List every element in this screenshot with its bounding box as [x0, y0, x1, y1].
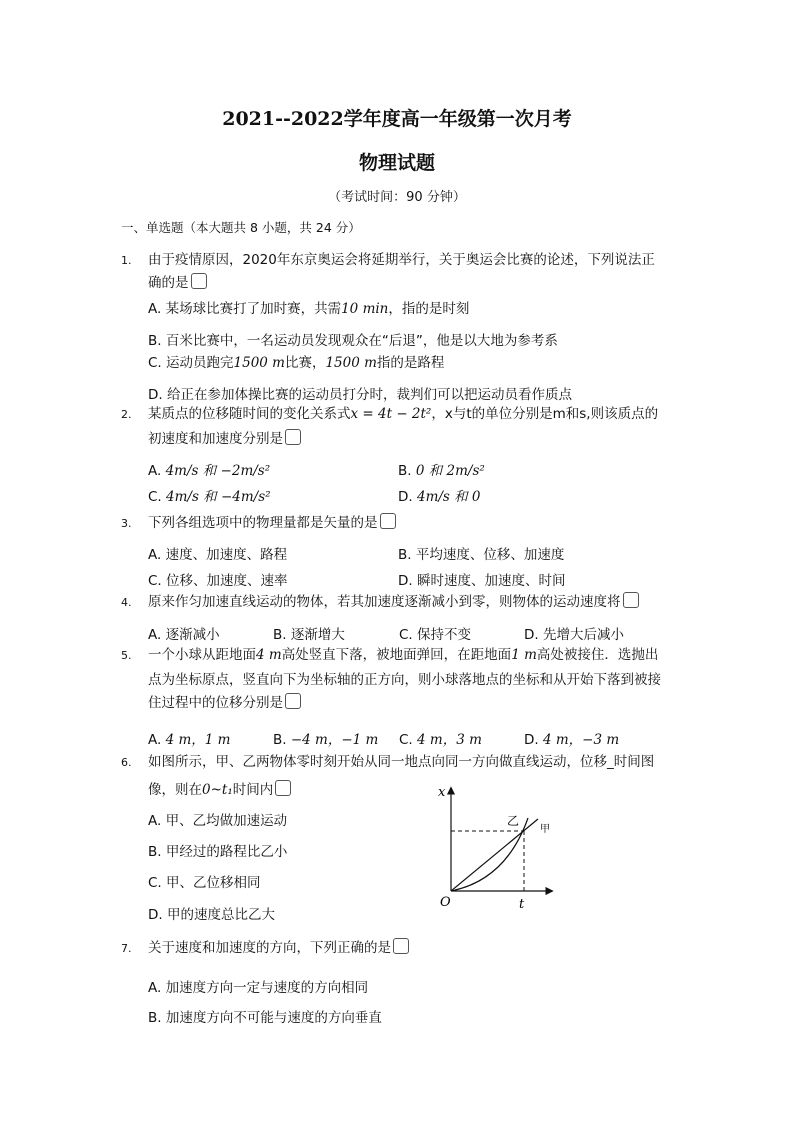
line-jia [451, 819, 538, 891]
option-1b[interactable]: B. 百米比赛中，一名运动员发现观众在“后退”，他是以大地为参考系 [148, 333, 558, 349]
option-1c[interactable]: C. 运动员跑完1500 m比赛，1500 m指的是路程 [148, 355, 445, 371]
option-6c[interactable]: C. 甲、乙位移相同 [148, 875, 261, 891]
section-title: 一、单选题（本大题共 8 小题，共 24 分） [121, 220, 361, 235]
question-number: 5. [121, 649, 132, 662]
question-stem: 由于疫情原因，2020年东京奥运会将延期举行，关于奥运会比赛的论述，下列说法正 [148, 252, 655, 268]
option-7a[interactable]: A. 加速度方向一定与速度的方向相同 [148, 980, 369, 996]
option-2a[interactable]: A. 4m/s 和 −2m/s² [148, 463, 271, 479]
question-number: 2. [121, 408, 132, 421]
option-7b[interactable]: B. 加速度方向不可能与速度的方向垂直 [148, 1010, 382, 1026]
option-3c[interactable]: C. 位移、加速度、速率 [148, 573, 288, 589]
answer-blank[interactable] [275, 780, 291, 796]
option-4d[interactable]: D. 先增大后减小 [524, 627, 624, 643]
question-stem: 点为坐标原点，竖直向下为坐标轴的正方向，则小球落地点的坐标和从开始下落到被接 [148, 672, 661, 688]
label-jia: 甲 [540, 824, 550, 835]
answer-blank[interactable] [285, 429, 301, 445]
question-stem: 像，则在 [148, 782, 202, 798]
xt-graph-figure [428, 780, 568, 915]
option-1d[interactable]: D. 给正在参加体操比赛的运动员打分时，裁判们可以把运动员看作质点 [148, 387, 572, 403]
option-5c[interactable]: C. 4 m，3 m [399, 732, 482, 748]
option-2c[interactable]: C. 4m/s 和 −4m/s² [148, 489, 271, 505]
question-stem: 如图所示，甲、乙两物体零时刻开始从同一地点向同一方向做直线运动，位移_时间图 [148, 754, 655, 770]
formula: x = 4t − 2t² [350, 406, 432, 422]
exam-time-note: （考试时间：90 分钟） [328, 190, 466, 205]
question-stem: ，x与t的单位分别是m和s,则该质点的 [431, 406, 659, 422]
curve-yi [451, 818, 528, 891]
question-stem: 确的是 [148, 275, 189, 291]
question-number: 6. [121, 756, 132, 769]
question-number: 1. [121, 254, 132, 267]
option-4b[interactable]: B. 逐渐增大 [273, 627, 345, 643]
answer-blank[interactable] [191, 273, 207, 289]
option-2b[interactable]: B. 0 和 2m/s² [398, 463, 485, 479]
question-stem: 原来作匀加速直线运动的物体，若其加速度逐渐减小到零，则物体的运动速度将 [148, 594, 621, 610]
question-stem: 某质点的位移随时间的变化关系式 [148, 406, 351, 422]
question-stem: 一个小球从距地面 [148, 647, 256, 663]
axis-label-t: t [519, 897, 525, 912]
option-4a[interactable]: A. 逐渐减小 [148, 627, 220, 643]
option-3b[interactable]: B. 平均速度、位移、加速度 [398, 547, 565, 563]
answer-blank[interactable] [380, 513, 396, 529]
question-stem: 高处竖直下落，被地面弹回，在距地面 [281, 647, 512, 663]
answer-blank[interactable] [623, 592, 639, 608]
origin-label: O [440, 895, 451, 910]
label-yi: 乙 [507, 814, 520, 828]
answer-blank[interactable] [393, 938, 409, 954]
option-6b[interactable]: B. 甲经过的路程比乙小 [148, 844, 288, 860]
question-stem: 关于速度和加速度的方向，下列正确的是 [148, 940, 391, 956]
option-3d[interactable]: D. 瞬时速度、加速度、时间 [398, 573, 566, 589]
option-1a[interactable]: A. 某场球比赛打了加时赛，共需10 min，指的是时刻 [148, 301, 470, 317]
option-5b[interactable]: B. −4 m，−1 m [273, 732, 379, 748]
question-stem: 住过程中的位移分别是 [148, 695, 283, 711]
question-stem: 高处被接住．选抛出 [536, 647, 659, 663]
question-stem: 下列各组选项中的物理量都是矢量的是 [148, 515, 378, 531]
exam-title: 2021--2022学年度高一年级第一次月考 [222, 108, 572, 130]
option-5d[interactable]: D. 4 m，−3 m [524, 732, 620, 748]
option-5a[interactable]: A. 4 m，1 m [148, 732, 231, 748]
option-6d[interactable]: D. 甲的速度总比乙大 [148, 907, 275, 923]
option-4c[interactable]: C. 保持不变 [399, 627, 472, 643]
question-number: 4. [121, 596, 132, 609]
question-stem: 时间内 [232, 782, 274, 798]
option-6a[interactable]: A. 甲、乙均做加速运动 [148, 813, 288, 829]
exam-subject: 物理试题 [358, 152, 435, 174]
question-number: 3. [121, 517, 132, 530]
axis-label-x: x [438, 785, 446, 800]
answer-blank[interactable] [285, 693, 301, 709]
option-3a[interactable]: A. 速度、加速度、路程 [148, 547, 288, 563]
question-number: 7. [121, 942, 132, 955]
option-2d[interactable]: D. 4m/s 和 0 [398, 489, 481, 505]
question-stem: 初速度和加速度分别是 [148, 431, 283, 447]
